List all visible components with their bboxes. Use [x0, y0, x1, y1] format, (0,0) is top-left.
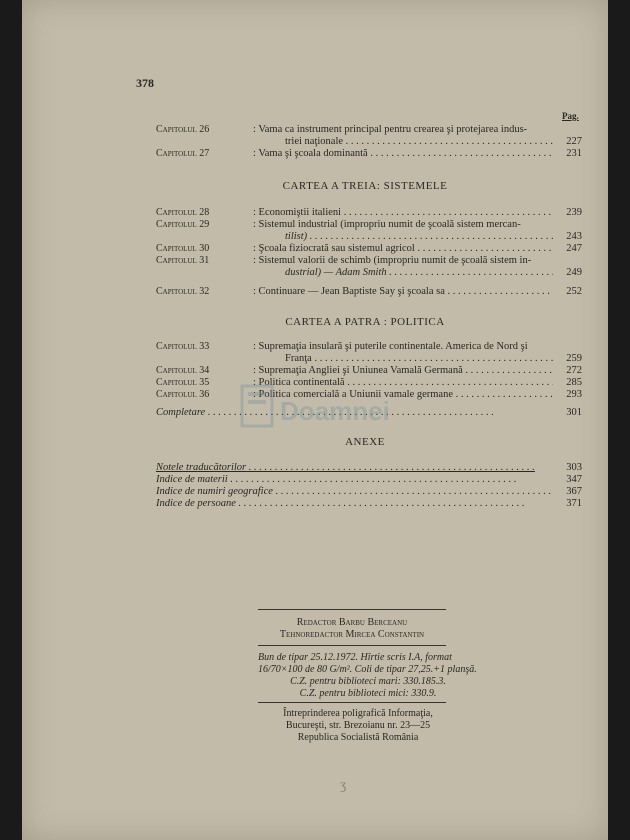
printer-line: Bucureşti, str. Brezoianu nr. 23—25: [285, 720, 431, 731]
tehnoredactor-line: Tehnoredactor Mircea Constantin: [279, 629, 425, 640]
page-mark: ʒ: [340, 778, 347, 793]
tipar-line: Bun de tipar 25.12.1972. Hîrtie scris I.A, format: [258, 652, 452, 663]
toc-entry-anexa: Notele traducătorilor . . . 303: [156, 462, 582, 474]
toc-entry: Capitolul 35 : Politica continentală . . . 285: [156, 377, 582, 389]
page-number: 378: [136, 76, 154, 90]
toc-entry-continuation: tilist) . . . 243: [156, 231, 582, 243]
toc-entry: Capitolul 32 : Continuare — Jean Baptiste Say şi şcoala sa . . . 252: [156, 286, 582, 298]
toc-entry: Capitolul 30 : Şcoala fiziocrată sau sistemul agricol . . . 247: [156, 243, 582, 255]
toc-entry-continuation: triei naţionale . . . 227: [156, 136, 582, 148]
divider: [258, 645, 446, 646]
printer-line: Întreprinderea poligrafică Informaţia,: [283, 708, 433, 719]
toc-entry-completare: Completare . . . 301: [156, 407, 582, 419]
toc-entry: Capitolul 36 : Politica comercială a Uniunii vamale germane . . . 293: [156, 389, 582, 401]
toc-entry: Capitolul 34 : Supremaţia Angliei şi Uniunea Vamală Germană . . . 272: [156, 365, 582, 377]
toc-entry: Capitolul 29 : Sistemul industrial (impropriu numit de şcoală sistem mercan-: [156, 219, 521, 230]
pag-column-header: Pag.: [562, 111, 579, 121]
section-title-anexe: ANEXE: [345, 436, 385, 448]
toc-entry-anexa: Indice de materii . . . 347: [156, 474, 582, 486]
toc-entry: Capitolul 28 : Economiştii italieni . . . 239: [156, 207, 582, 219]
tipar-line: C.Z. pentru biblioteci mici: 330.9.: [299, 688, 437, 699]
section-title-cartea-a-treia: CARTEA A TREIA: SISTEMELE: [282, 180, 448, 192]
toc-entry: Capitolul 31 : Sistemul valorii de schimb (impropriu numit de şcoală sistem in-: [156, 255, 532, 266]
printer-line: Republica Socialistă România: [297, 732, 419, 743]
redactor-line: Redactor Barbu Berceanu: [296, 617, 408, 628]
toc-entry-continuation: Franţa . . . 259: [156, 353, 582, 365]
toc-entry: Capitolul 27 : Vama şi şcoala dominantă . . . 231: [156, 148, 582, 160]
book-page: [22, 0, 608, 840]
toc-entry-anexa: Indice de persoane . . . 371: [156, 498, 582, 510]
divider: [258, 702, 446, 703]
book-icon: [240, 384, 280, 432]
section-title-cartea-a-patra: CARTEA A PATRA : POLITICA: [285, 316, 445, 328]
toc-entry-continuation: dustrial) — Adam Smith . . . 249: [156, 267, 582, 279]
divider: [258, 609, 446, 610]
tipar-line: C.Z. pentru biblioteci mari: 330.185.3.: [290, 676, 446, 687]
toc-entry-anexa: Indice de numiri geografice . . . 367: [156, 486, 582, 498]
watermark-text: Doamnei: [280, 396, 390, 426]
watermark: [240, 380, 410, 450]
toc-entry: Capitolul 26 : Vama ca instrument principal pentru crearea şi protejarea indus-: [156, 124, 528, 135]
toc-entry: Capitolul 33 : Supremaţia insulară şi puterile continentale. America de Nord şi: [156, 341, 528, 352]
tipar-line: 16/70×100 de 80 G/m². Coli de tipar 27,25.+1 planşă.: [258, 664, 477, 675]
